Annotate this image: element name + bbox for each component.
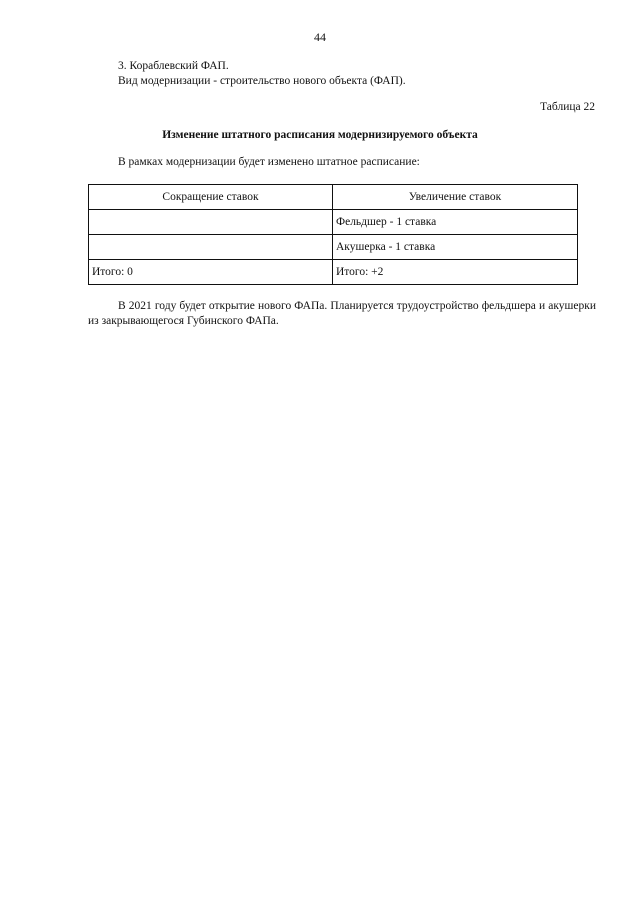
table-cell: Акушерка - 1 ставка [333, 235, 578, 260]
table-row [89, 235, 578, 260]
header-increase: Увеличение ставок [333, 185, 578, 210]
table-caption: Таблица 22 [540, 101, 595, 113]
page-number: 44 [314, 30, 326, 44]
intro-text: В рамках модернизации будет изменено штатное расписание: [118, 156, 420, 168]
table-cell [89, 210, 333, 235]
staff-change-table [88, 184, 578, 285]
header-reduction: Сокращение ставок [89, 185, 333, 210]
table-total-row [89, 260, 578, 285]
table-header-row [89, 185, 578, 210]
total-reduction: Итого: 0 [89, 260, 333, 285]
closing-paragraph [88, 299, 596, 329]
section-heading: 3. Кораблевский ФАП. [118, 60, 229, 72]
modernization-type: Вид модернизации - строительство нового объекта (ФАП). [118, 75, 406, 87]
table-cell [89, 235, 333, 260]
table-row [89, 210, 578, 235]
total-increase: Итого: +2 [333, 260, 578, 285]
table-title: Изменение штатного расписания модернизируемого объекта [162, 129, 478, 141]
table-cell: Фельдшер - 1 ставка [333, 210, 578, 235]
closing-paragraph-text: В 2021 году будет открытие нового ФАПа. Планируется трудоустройство фельдшера и акушерки из закрывающегося Губинского ФАПа. [88, 300, 596, 327]
